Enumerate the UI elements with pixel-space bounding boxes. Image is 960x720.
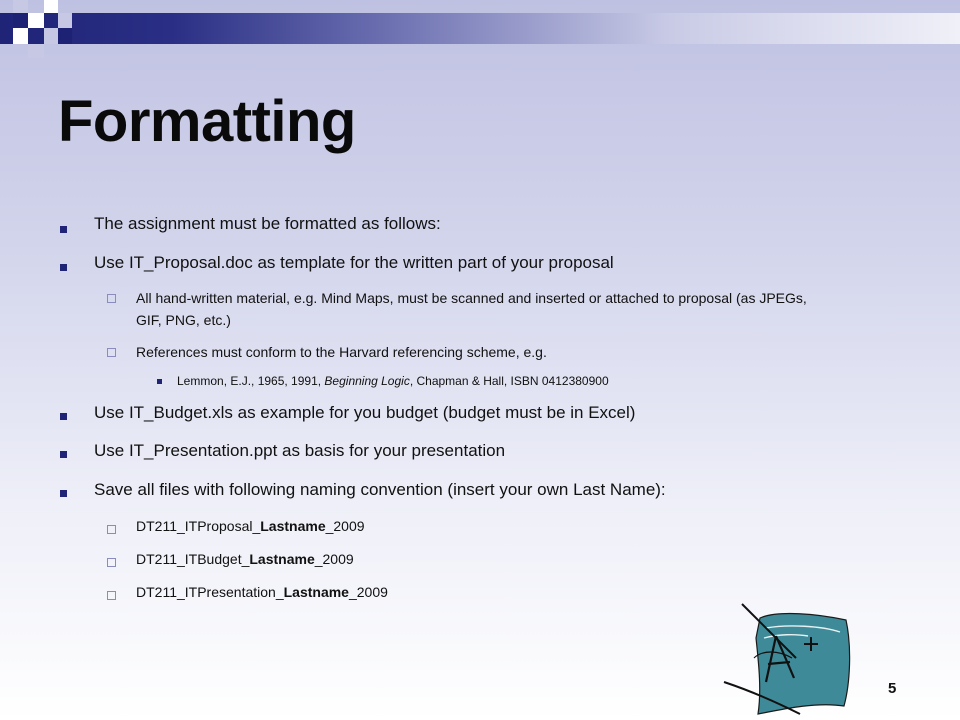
bullet-marker <box>60 226 67 233</box>
bullet-marker <box>60 264 67 271</box>
decor-square <box>44 28 58 44</box>
decor-square <box>28 13 44 28</box>
reference-authors: Lemmon, E.J., 1965, 1991, <box>177 374 325 388</box>
slide-title: Formatting <box>58 89 356 154</box>
bullet-item: The assignment must be formatted as follows: <box>94 214 441 233</box>
sub-bullet-item: References must conform to the Harvard referencing scheme, e.g. <box>136 344 547 360</box>
filename-item <box>136 515 916 537</box>
filename-prefix: DT211_ITPresentation_ <box>136 584 284 600</box>
filename-prefix: DT211_ITProposal_ <box>136 518 261 534</box>
decor-square <box>58 28 72 44</box>
filename-lastname: Lastname <box>283 584 349 600</box>
sub-bullet-item <box>136 287 916 331</box>
bullet-item: Save all files with following naming convention (insert your own Last Name): <box>94 480 666 499</box>
filename-suffix: _2009 <box>314 551 354 567</box>
sub-bullet-marker <box>107 558 116 567</box>
reference-item <box>177 374 609 388</box>
reference-title: Beginning Logic <box>324 374 410 388</box>
page-number: 5 <box>888 680 897 697</box>
sub-sub-bullet-marker <box>157 379 162 384</box>
filename-suffix: _2009 <box>325 518 365 534</box>
decor-square <box>13 0 28 13</box>
filename-suffix: _2009 <box>348 584 388 600</box>
filename-lastname: Lastname <box>249 551 315 567</box>
reference-publisher: , Chapman & Hall, ISBN 0412380900 <box>409 374 609 388</box>
sub-bullet-marker <box>107 294 116 303</box>
decor-square <box>44 0 58 13</box>
filename-lastname: Lastname <box>260 518 326 534</box>
filename-prefix: DT211_ITBudget_ <box>136 551 250 567</box>
decor-square <box>13 13 28 28</box>
sub-bullet-marker <box>107 591 116 600</box>
filename-item <box>136 548 916 570</box>
sub-bullet-line: All hand-written material, e.g. Mind Maps, must be scanned and inserted or attached to proposal (as JPEGs, <box>136 290 807 306</box>
sub-bullet-marker <box>107 348 116 357</box>
decor-square <box>28 44 44 58</box>
a-plus-grade-icon <box>718 598 858 720</box>
bullet-marker <box>60 490 67 497</box>
bullet-item: Use IT_Presentation.ppt as basis for your presentation <box>94 441 506 460</box>
bullet-marker <box>60 413 67 420</box>
bullet-marker <box>60 451 67 458</box>
decor-square <box>13 28 28 44</box>
sub-bullet-marker <box>107 525 116 534</box>
header-gradient-bar <box>0 13 960 44</box>
decor-square <box>58 13 72 28</box>
bullet-item: Use IT_Budget.xls as example for you budget (budget must be in Excel) <box>94 403 636 422</box>
sub-bullet-line: GIF, PNG, etc.) <box>136 312 231 328</box>
bullet-item: Use IT_Proposal.doc as template for the written part of your proposal <box>94 253 614 272</box>
